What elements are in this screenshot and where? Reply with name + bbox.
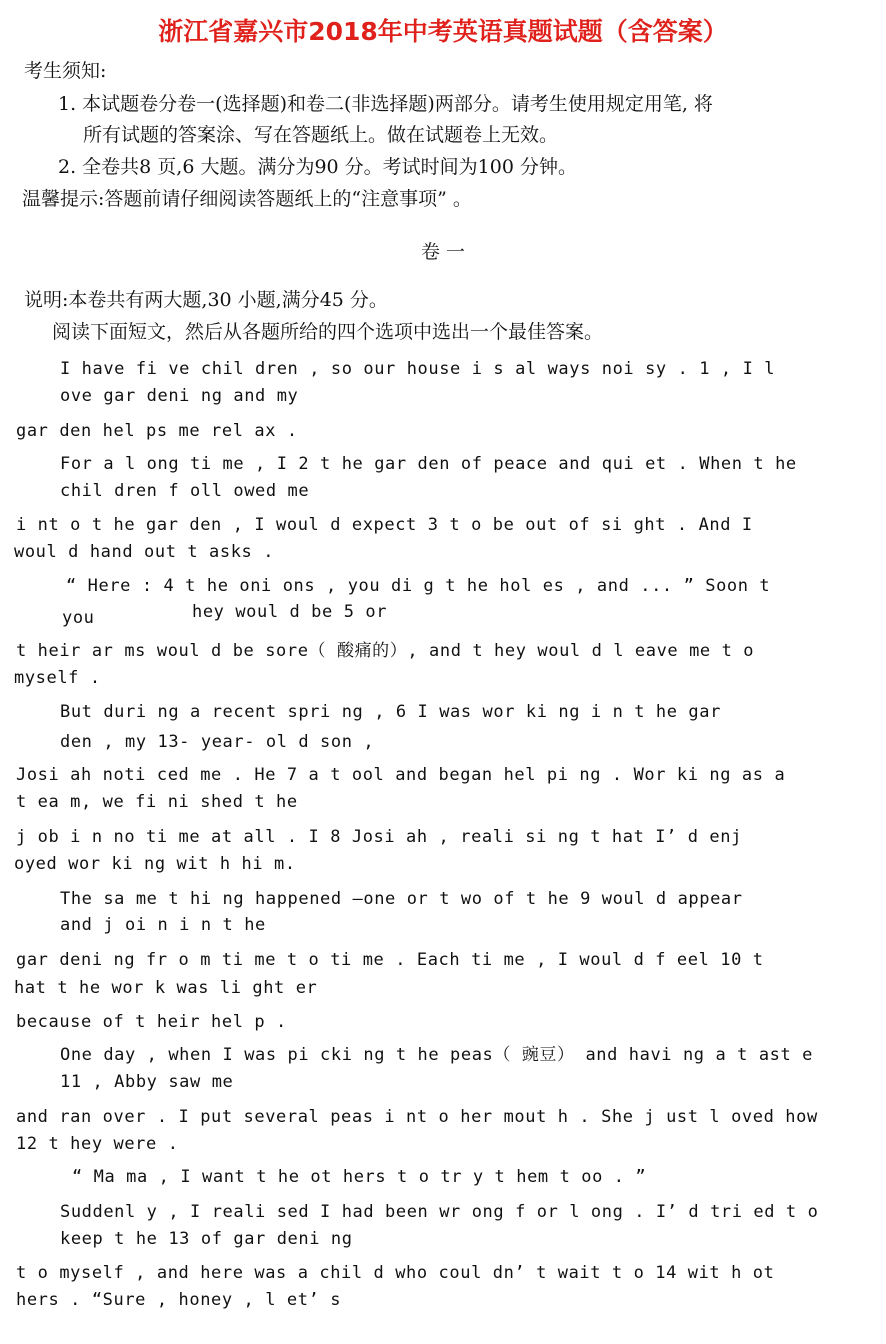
passage-line: chil dren f oll owed me	[60, 481, 310, 501]
passage-line: keep t he 13 of gar deni ng	[60, 1229, 353, 1249]
passage-line: j ob i n no ti me at all . I 8 Josi ah , reali si ng t hat I’ d enj	[16, 827, 742, 847]
passage-line: gar deni ng fr o m ti me t o ti me . Each ti me , I woul d f eel 10 t	[16, 950, 764, 970]
passage-line: The sa me t hi ng happened —one or t wo of t he 9 woul d appear	[60, 889, 743, 909]
passage-line: Josi ah noti ced me . He 7 a t ool and began hel pi ng . Wor ki ng as a	[16, 765, 786, 785]
passage-line: ove gar deni ng and my	[60, 386, 299, 406]
passage-line: 12 t hey were .	[16, 1134, 179, 1154]
passage-line: 11 , Abby saw me	[60, 1072, 234, 1092]
instruction-tip: 温馨提示:答题前请仔细阅读答题纸上的“注意事项” 。	[22, 188, 472, 210]
passage-line: den , my 13- year- ol d son ,	[60, 732, 375, 752]
passage-line: t heir ar ms woul d be sore（ 酸痛的）, and t hey woul d l eave me t o	[16, 641, 755, 661]
passage-line: “ Ma ma , I want t he ot hers t o tr y t hem t oo . ”	[72, 1167, 647, 1187]
passage-line: For a l ong ti me , I 2 t he gar den of peace and qui et . When t he	[60, 454, 797, 474]
passage-line: hat t he wor k was li ght er	[14, 978, 318, 998]
instructions-heading: 考生须知:	[24, 60, 107, 82]
passage-line: and ran over . I put several peas i nt o her mout h . She j ust l oved how	[16, 1107, 818, 1127]
passage-line: myself .	[14, 668, 101, 688]
passage-line: because of t heir hel p .	[16, 1012, 287, 1032]
passage-line: you	[62, 608, 95, 628]
passage-line: t ea m, we fi ni shed t he	[16, 792, 298, 812]
passage-line: hey woul d be 5 or	[192, 602, 388, 622]
instruction-item-1b: 所有试题的答案涂、写在答题纸上。做在试题卷上无效。	[83, 124, 559, 146]
passage-line: and j oi n i n t he	[60, 915, 266, 935]
section-title: 卷 一	[420, 241, 466, 263]
passage-line: Suddenl y , I reali sed I had been wr ong f or l ong . I’ d tri ed t o	[60, 1202, 819, 1222]
passage-line: “ Here : 4 t he oni ons , you di g t he hol es , and ... ” Soon t	[66, 576, 771, 596]
passage-line: One day , when I was pi cki ng t he peas（ 豌豆） and havi ng a t ast e	[60, 1045, 813, 1065]
reading-directions: 阅读下面短文，然后从各题所给的四个选项中选出一个最佳答案。	[52, 321, 604, 343]
passage-line: t o myself , and here was a chil d who coul dn’ t wait t o 14 wit h ot	[16, 1263, 775, 1283]
passage-line: But duri ng a recent spri ng , 6 I was wor ki ng i n t he gar	[60, 702, 721, 722]
passage-line: I have fi ve chil dren , so our house i s al ways noi sy . 1 , I l	[60, 359, 776, 379]
section-description: 说明:本卷共有两大题,30 小题,满分45 分。	[24, 289, 388, 311]
passage-line: oyed wor ki ng wit h hi m.	[14, 854, 296, 874]
passage-line: hers . “Sure , honey , l et’ s	[16, 1290, 342, 1310]
passage-line: woul d hand out t asks .	[14, 542, 275, 562]
passage-line: gar den hel ps me rel ax .	[16, 421, 298, 441]
passage-line: i nt o t he gar den , I woul d expect 3 t o be out of si ght . And I	[16, 515, 753, 535]
page-title: 浙江省嘉兴市2018年中考英语真题试题（含答案）	[158, 17, 728, 46]
instruction-item-1a: 1. 本试题卷分卷一(选择题)和卷二(非选择题)两部分。请考生使用规定用笔, 将	[58, 93, 713, 115]
instruction-item-2: 2. 全卷共8 页,6 大题。满分为90 分。考试时间为100 分钟。	[58, 156, 577, 178]
